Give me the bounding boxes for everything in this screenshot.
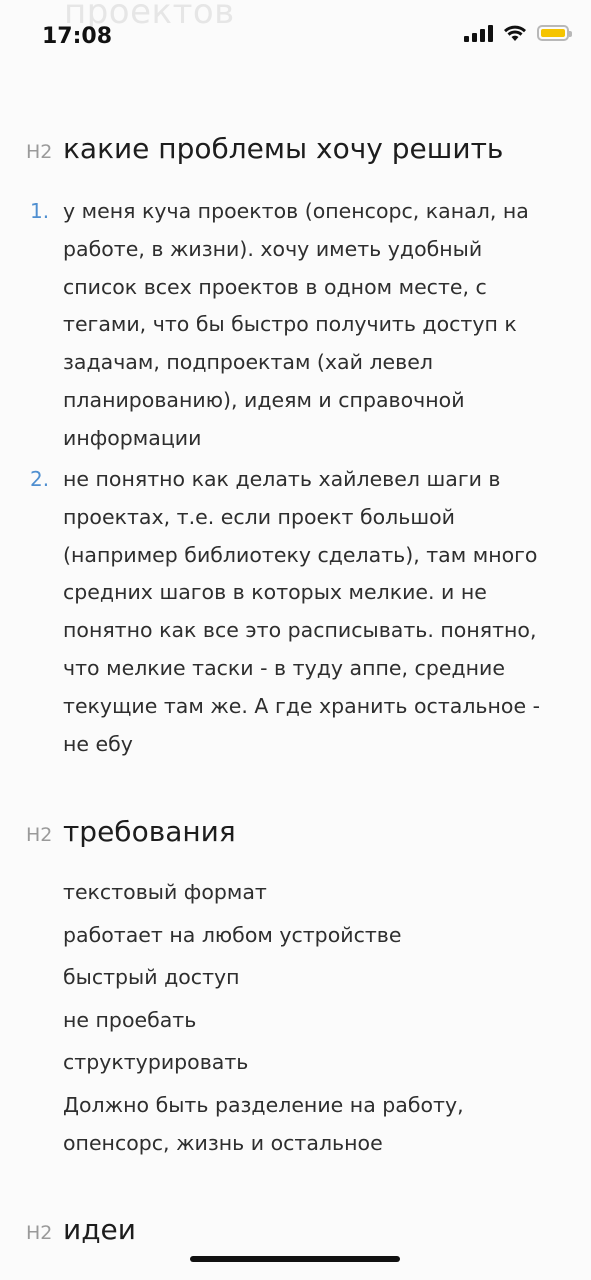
text-line[interactable]: структурировать	[63, 1050, 249, 1074]
list-item-text[interactable]: не понятно как делать хайлевел шаги в проектах, т.е. если проект большой (например библиотеку сделать), там много средних шагов в которых мелкие. и не понятно как все это расписывать. понятно, что мелкие таски - в туду аппе, средние текущие там же. А где хранить остальное - не ебу	[63, 467, 540, 756]
wifi-icon	[503, 24, 527, 42]
home-indicator[interactable]	[190, 1256, 400, 1262]
text-line[interactable]: Должно быть разделение на работу, опенсорс, жизнь и остальное	[63, 1093, 464, 1155]
heading-text: требования	[63, 815, 236, 848]
heading-level-marker: H2	[26, 141, 53, 163]
status-time: 17:08	[42, 24, 113, 49]
text-line[interactable]: быстрый доступ	[63, 965, 240, 989]
status-bar	[0, 0, 591, 74]
battery-icon	[537, 25, 569, 41]
status-icons	[464, 24, 569, 42]
cellular-signal-icon	[464, 24, 493, 42]
list-item-text[interactable]: у меня куча проектов (опенсорс, канал, на работе, в жизни). хочу иметь удобный список всех проектов в одном месте, с тегами, что бы быстро получить доступ к задачам, подпроектам (хай левел планированию), идеям и справочной информации	[63, 199, 529, 450]
heading-level-marker: H2	[26, 1222, 53, 1244]
text-line[interactable]: текстовый формат	[63, 880, 267, 904]
heading-text: идеи	[63, 1213, 136, 1246]
text-line[interactable]: работает на любом устройстве	[63, 923, 402, 947]
text-line[interactable]: не проебать	[63, 1008, 197, 1032]
heading-level-marker: H2	[26, 824, 53, 846]
list-number: 1.	[30, 199, 50, 223]
heading-text: какие проблемы хочу решить	[63, 132, 504, 165]
scrolled-page-title: проектов	[64, 0, 235, 32]
battery-level	[541, 29, 565, 37]
list-number: 2.	[30, 467, 50, 491]
